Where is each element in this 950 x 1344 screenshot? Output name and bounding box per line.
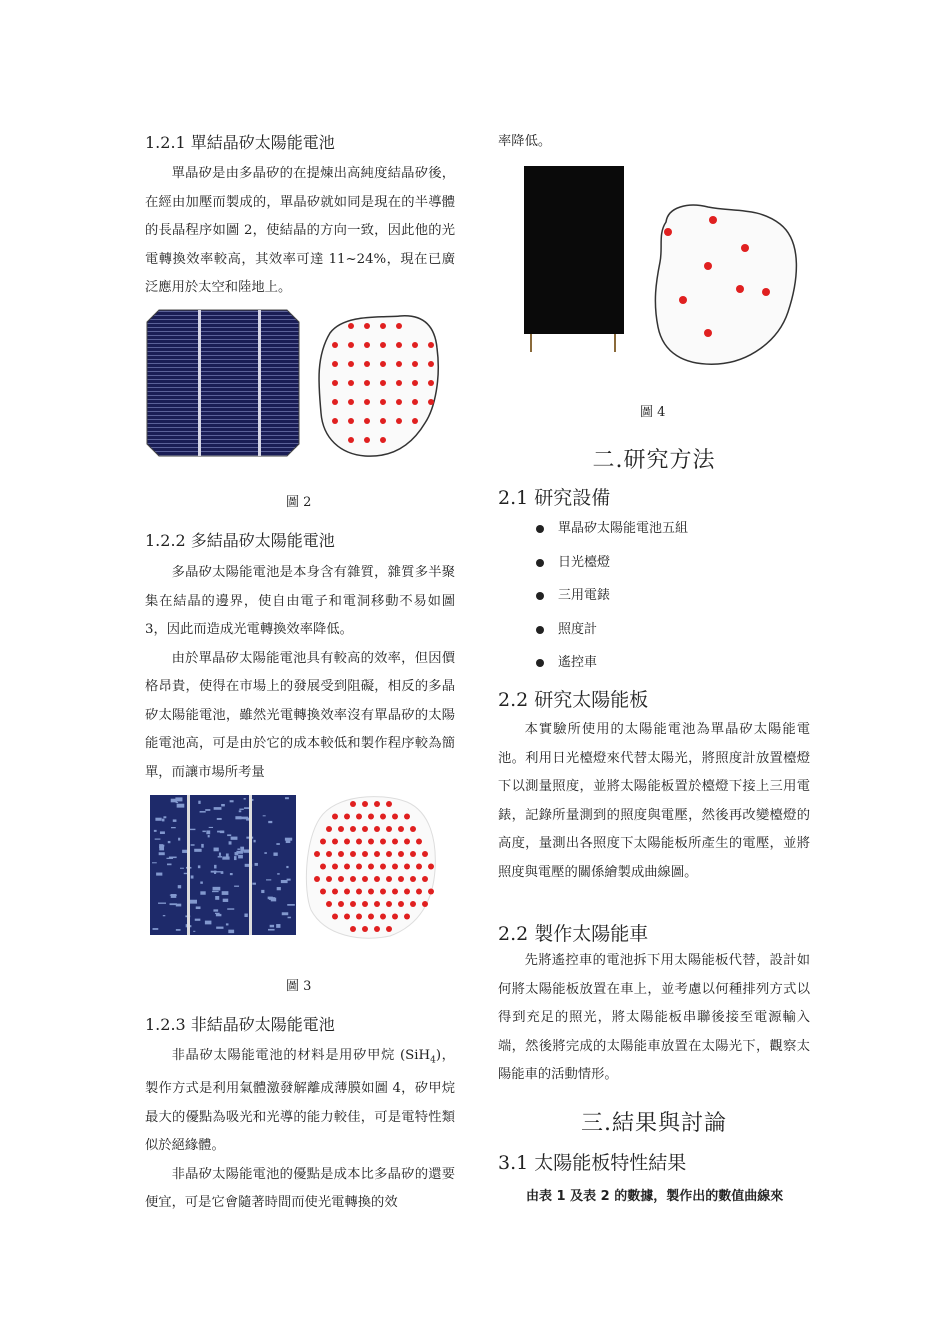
- crystal-mark: [222, 891, 229, 895]
- crystal-mark: [167, 864, 172, 866]
- dot-mark: [368, 839, 374, 845]
- dot-mark: [344, 864, 350, 870]
- dot-mark: [326, 901, 332, 907]
- crystal-mark: [177, 804, 185, 808]
- crystal-mark: [222, 856, 229, 859]
- crystal-mark: [198, 865, 200, 868]
- crystal-mark: [166, 858, 173, 859]
- section-1-2-2-title: 1.2.2 多結晶矽太陽能電池: [145, 531, 335, 550]
- dot-mark: [368, 914, 374, 920]
- bullet-icon: [536, 659, 544, 667]
- crystal-mark: [244, 914, 247, 917]
- dot-mark: [392, 839, 398, 845]
- figure-3-image: [145, 790, 455, 940]
- dot-mark: [410, 851, 416, 857]
- crystal-mark: [178, 885, 181, 888]
- section-3-title: 三.結果與討論: [581, 1111, 727, 1136]
- crystal-mark: [155, 839, 161, 840]
- crystal-mark: [281, 880, 288, 883]
- dot-mark: [412, 361, 418, 367]
- crystal-mark: [228, 930, 234, 933]
- crystal-mark: [287, 904, 295, 906]
- crystal-mark: [264, 852, 267, 854]
- list-item: 日光檯燈: [536, 552, 688, 586]
- dot-mark: [332, 361, 338, 367]
- dot-mark: [386, 901, 392, 907]
- crystal-mark: [198, 801, 200, 804]
- crystal-mark: [235, 816, 241, 819]
- crystal-mark: [156, 873, 162, 876]
- crystal-mark: [190, 900, 197, 904]
- crystal-mark: [153, 928, 159, 930]
- crystal-mark: [263, 815, 266, 816]
- dot-mark: [704, 329, 712, 337]
- dot-mark: [362, 851, 368, 857]
- crystal-mark: [200, 811, 206, 813]
- crystal-mark: [217, 831, 224, 833]
- dot-mark: [326, 826, 332, 832]
- dot-mark: [350, 901, 356, 907]
- dot-mark: [404, 864, 410, 870]
- crystal-mark: [227, 834, 231, 836]
- crystal-mark: [178, 838, 180, 841]
- list-item: 照度計: [536, 619, 688, 653]
- dot-mark: [374, 826, 380, 832]
- crystal-mark: [229, 841, 232, 844]
- figure-3: [145, 790, 455, 940]
- crystal-mark: [170, 903, 177, 905]
- dot-mark: [374, 876, 380, 882]
- crystal-mark: [288, 917, 291, 919]
- crystal-mark: [215, 896, 219, 900]
- dot-mark: [374, 926, 380, 932]
- dot-mark: [422, 901, 428, 907]
- section-3-1-text: 由表 1 及表 2 的數據，製作出的數值曲線來: [526, 1189, 784, 1204]
- dot-mark: [380, 839, 386, 845]
- crystal-mark: [239, 810, 242, 812]
- dot-mark: [380, 889, 386, 895]
- dot-mark: [704, 262, 712, 270]
- dot-mark: [364, 437, 370, 443]
- crystal-mark: [266, 879, 271, 880]
- crystal-mark: [202, 831, 205, 832]
- dot-mark: [396, 380, 402, 386]
- dot-mark: [332, 814, 338, 820]
- dot-mark: [348, 342, 354, 348]
- dot-mark: [320, 889, 326, 895]
- section-2-title: 二.研究方法: [592, 448, 716, 473]
- crystal-mark: [286, 866, 288, 868]
- crystal-mark: [223, 899, 228, 902]
- dot-mark: [364, 399, 370, 405]
- dot-mark: [664, 228, 672, 236]
- dot-mark: [380, 437, 386, 443]
- dot-mark: [374, 851, 380, 857]
- crystal-mark: [230, 873, 233, 875]
- crystal-mark: [171, 799, 177, 803]
- dot-mark: [344, 839, 350, 845]
- dot-mark: [350, 826, 356, 832]
- dot-mark: [412, 399, 418, 405]
- dot-mark: [350, 801, 356, 807]
- dot-mark: [348, 323, 354, 329]
- dot-mark: [348, 418, 354, 424]
- dot-mark: [356, 839, 362, 845]
- dot-mark: [396, 323, 402, 329]
- crystal-mark: [193, 931, 195, 932]
- dot-mark: [380, 399, 386, 405]
- crystal-mark: [200, 891, 205, 894]
- crystal-mark: [244, 798, 246, 800]
- dot-mark: [404, 914, 410, 920]
- dot-mark: [356, 814, 362, 820]
- crystal-mark: [158, 903, 166, 904]
- crystal-mark: [234, 856, 237, 860]
- crystal-mark: [196, 906, 201, 909]
- dot-mark: [412, 342, 418, 348]
- dot-mark: [416, 889, 422, 895]
- dot-mark: [380, 342, 386, 348]
- crystal-mark: [216, 871, 223, 872]
- bullet-icon: [536, 626, 544, 634]
- crystal-mark: [216, 927, 223, 929]
- dot-mark: [362, 826, 368, 832]
- crystal-mark: [215, 913, 220, 914]
- dot-mark: [392, 864, 398, 870]
- dot-mark: [374, 901, 380, 907]
- crystal-mark: [270, 925, 274, 928]
- figure-2-image: [145, 308, 455, 458]
- crystal-mark: [171, 827, 176, 828]
- crystal-mark: [273, 852, 277, 855]
- section-2-2-car-title: 2.2 製作太陽能車: [498, 923, 649, 945]
- list-item: 三用電錶: [536, 585, 688, 619]
- dot-mark: [314, 851, 320, 857]
- figure-4: [518, 162, 808, 367]
- crystal-mark: [191, 875, 194, 878]
- dot-mark: [736, 285, 744, 293]
- dot-mark: [348, 361, 354, 367]
- crystal-mark: [286, 841, 291, 843]
- crystal-mark: [277, 887, 281, 890]
- bullet-icon: [536, 559, 544, 567]
- dot-mark: [392, 814, 398, 820]
- bullet-icon: [536, 525, 544, 533]
- dot-mark: [344, 814, 350, 820]
- crystal-mark: [214, 871, 216, 874]
- dot-mark: [428, 361, 434, 367]
- figure-4-caption: 圖 4: [640, 405, 666, 420]
- dot-mark: [368, 864, 374, 870]
- dot-mark: [320, 864, 326, 870]
- crystal-mark: [213, 909, 218, 911]
- dot-mark: [332, 418, 338, 424]
- section-1-2-3-paragraphs: 非晶矽太陽能電池的材料是用矽甲烷 (SiH$_4$)，製作方式是利用氣體激發解離成薄膜如圖 4，矽甲烷最大的優點為吸光和光導的能力較佳，可是電特性類似於絕緣體。 非晶矽太陽能電池的優點是成本比多晶矽的還要便宜，可是它會隨著時間而使光電轉換的效: [145, 1048, 455, 1211]
- dot-mark: [380, 361, 386, 367]
- bullet-icon: [536, 592, 544, 600]
- crystal-mark: [176, 929, 181, 931]
- dot-mark: [428, 889, 434, 895]
- dot-mark: [404, 839, 410, 845]
- crystal-mark: [268, 821, 272, 823]
- crystal-mark: [282, 912, 288, 915]
- dot-mark: [398, 876, 404, 882]
- dot-mark: [356, 889, 362, 895]
- dot-mark: [428, 399, 434, 405]
- crystal-mark: [159, 852, 165, 855]
- crystal-mark: [276, 924, 280, 928]
- crystal-mark: [285, 838, 292, 841]
- crystal-mark: [238, 855, 243, 859]
- crystal-mark: [168, 841, 171, 843]
- crystal-mark: [152, 862, 157, 863]
- dot-mark: [368, 889, 374, 895]
- list-item: 遙控車: [536, 652, 688, 686]
- section-1-2-1-title: 1.2.1 單結晶矽太陽能電池: [145, 133, 335, 152]
- crystal-mark: [180, 868, 184, 869]
- dot-mark: [404, 889, 410, 895]
- continued-text: 率降低。: [498, 134, 552, 149]
- dot-mark: [428, 864, 434, 870]
- dot-mark: [380, 914, 386, 920]
- crystal-mark: [244, 807, 249, 809]
- dot-mark: [348, 437, 354, 443]
- dot-mark: [332, 839, 338, 845]
- crystal-mark: [154, 830, 157, 832]
- dot-mark: [332, 864, 338, 870]
- crystal-mark: [160, 831, 165, 834]
- crystal-mark: [217, 818, 222, 820]
- crystal-mark: [195, 919, 201, 921]
- dot-mark: [364, 361, 370, 367]
- equipment-list: [536, 518, 688, 686]
- dot-mark: [326, 876, 332, 882]
- dot-mark: [332, 342, 338, 348]
- figure-2-caption: 圖 2: [286, 495, 312, 510]
- crystal-mark: [231, 837, 238, 840]
- section-2-2-research-paragraph: 本實驗所使用的太陽能電池為單晶矽太陽能電池。利用日光檯燈來代替太陽光，將照度計放置檯燈下以測量照度，並將太陽能板置於檯燈下接上三用電錶，記錄所量測到的照度與電壓，然後再改變檯燈的高度，量測出各照度下太陽能板所產生的電壓，並將照度與電壓的關係繪製成曲線圖。: [498, 722, 810, 880]
- dot-mark: [362, 901, 368, 907]
- dot-mark: [338, 851, 344, 857]
- dot-mark: [428, 380, 434, 386]
- crystal-mark: [200, 881, 203, 883]
- dot-mark: [356, 914, 362, 920]
- dot-mark: [396, 418, 402, 424]
- crystal-mark: [239, 809, 243, 810]
- crystal-mark: [213, 887, 221, 891]
- crystal-mark: [276, 843, 279, 845]
- dot-mark: [386, 876, 392, 882]
- dot-mark: [428, 342, 434, 348]
- crystal-mark: [287, 879, 291, 881]
- dot-mark: [416, 864, 422, 870]
- figure-3-caption: 圖 3: [286, 979, 312, 994]
- dot-mark: [398, 851, 404, 857]
- dot-mark: [364, 323, 370, 329]
- crystal-mark: [216, 914, 222, 916]
- crystal-mark: [214, 848, 219, 852]
- crystal-mark: [206, 830, 210, 834]
- dot-mark: [396, 342, 402, 348]
- crystal-mark: [162, 819, 165, 822]
- crystal-mark: [226, 923, 229, 925]
- dot-mark: [380, 323, 386, 329]
- dot-mark: [332, 380, 338, 386]
- dot-mark: [344, 914, 350, 920]
- crystal-mark: [214, 807, 222, 810]
- crystal-mark: [159, 844, 163, 848]
- crystal-mark: [237, 848, 240, 849]
- crystal-mark: [234, 886, 239, 887]
- crystal-mark: [218, 856, 222, 857]
- dot-mark: [350, 926, 356, 932]
- dot-mark: [350, 851, 356, 857]
- crystal-mark: [191, 844, 195, 845]
- crystal-mark: [214, 865, 216, 869]
- crystal-mark: [209, 827, 213, 828]
- dot-mark: [398, 826, 404, 832]
- dot-mark: [392, 889, 398, 895]
- list-item: 單晶矽太陽能電池五組: [536, 518, 688, 552]
- dot-mark: [380, 864, 386, 870]
- dot-mark: [380, 814, 386, 820]
- section-2-2-car-paragraph: 先將遙控車的電池拆下用太陽能板代替，設計如何將太陽能板放置在車上，並考慮以何種排列方式以得到充足的照光，將太陽能板串聯後接至電源輸入端，然後將完成的太陽能車放置在太陽光下，觀察太陽能車的活動情形。: [498, 953, 810, 1082]
- crystal-mark: [230, 800, 234, 802]
- dot-mark: [338, 876, 344, 882]
- crystal-mark: [208, 835, 210, 837]
- dot-mark: [338, 901, 344, 907]
- dot-mark: [422, 876, 428, 882]
- dot-mark: [380, 418, 386, 424]
- section-1-2-2-paragraphs: 多晶矽太陽能電池是本身含有雜質，雜質多半聚集在結晶的邊界，使自由電子和電洞移動不易如圖 3，因此而造成光電轉換效率降低。 由於單晶矽太陽能電池具有較高的效率，但因價格昂貴，使得在市場上的發展受到阻礙，相反的多晶矽太陽能電池，雖然光電轉換效率沒有單晶矽的太陽能電池高，可是由於它的成本較低和製作程序較為簡單，而讓市場所考量: [145, 565, 455, 780]
- dot-mark: [762, 288, 770, 296]
- crystal-mark: [221, 804, 225, 806]
- dot-mark: [332, 399, 338, 405]
- figure-2: [145, 308, 455, 458]
- dot-mark: [374, 801, 380, 807]
- dot-mark: [412, 380, 418, 386]
- crystal-mark: [241, 850, 248, 851]
- dot-mark: [410, 826, 416, 832]
- dot-mark: [362, 876, 368, 882]
- crystal-mark: [176, 904, 181, 907]
- dot-mark: [386, 926, 392, 932]
- crystal-mark: [205, 809, 210, 811]
- dot-mark: [386, 851, 392, 857]
- section-3-1-title: 3.1 太陽能板特性結果: [498, 1152, 687, 1174]
- crystal-mark: [212, 891, 219, 892]
- crystal-mark: [163, 816, 166, 818]
- dot-mark: [410, 901, 416, 907]
- crystal-mark: [171, 894, 177, 898]
- crystal-mark: [240, 847, 244, 851]
- crystal-mark: [252, 883, 256, 885]
- crystal-mark: [219, 853, 221, 856]
- dot-mark: [741, 244, 749, 252]
- dot-mark: [679, 296, 687, 304]
- dot-mark: [332, 914, 338, 920]
- section-1-2-3-title: 1.2.3 非結晶矽太陽能電池: [145, 1015, 335, 1034]
- dot-mark: [348, 380, 354, 386]
- dot-mark: [362, 926, 368, 932]
- dot-mark: [412, 418, 418, 424]
- dot-mark: [386, 801, 392, 807]
- dot-mark: [416, 839, 422, 845]
- section-2-2-research-title: 2.2 研究太陽能板: [498, 689, 649, 711]
- dot-mark: [348, 399, 354, 405]
- dot-mark: [314, 876, 320, 882]
- crystal-mark: [227, 908, 234, 909]
- crystal-mark: [241, 817, 248, 820]
- section-1-2-1-paragraph: 單晶矽是由多晶矽的在提煉出高純度結晶矽後，在經由加壓而製成的，單晶矽就如同是現在的半導體的長晶程序如圖 2，使結晶的方向一致，因此他的光電轉換效率較高，其效率可達 11~24%，現在已廣泛應用於太空和陸地上。: [145, 166, 455, 295]
- crystal-mark: [261, 890, 264, 893]
- dot-mark: [356, 864, 362, 870]
- dot-mark: [368, 814, 374, 820]
- dot-mark: [364, 418, 370, 424]
- dot-mark: [404, 814, 410, 820]
- crystal-mark: [194, 849, 201, 852]
- dot-mark: [320, 839, 326, 845]
- dot-mark: [709, 216, 717, 224]
- dot-mark: [350, 876, 356, 882]
- crystal-mark: [268, 929, 275, 931]
- dot-mark: [326, 851, 332, 857]
- dot-mark: [332, 889, 338, 895]
- crystal-mark: [277, 873, 280, 874]
- dot-mark: [338, 826, 344, 832]
- crystal-mark: [269, 897, 275, 900]
- dot-mark: [396, 399, 402, 405]
- crystal-mark: [255, 863, 258, 866]
- dot-mark: [364, 342, 370, 348]
- crystal-mark: [173, 819, 177, 821]
- crystal-mark: [253, 840, 255, 842]
- dot-mark: [396, 361, 402, 367]
- crystal-mark: [205, 921, 212, 925]
- crystal-mark: [155, 818, 161, 821]
- dot-mark: [344, 889, 350, 895]
- dot-mark: [380, 380, 386, 386]
- dot-mark: [392, 914, 398, 920]
- crystal-mark: [163, 915, 165, 916]
- dot-mark: [422, 851, 428, 857]
- dot-mark: [410, 876, 416, 882]
- crystal-mark: [201, 844, 203, 848]
- crystal-mark: [285, 797, 289, 799]
- figure-4-image: [518, 162, 808, 367]
- dot-mark: [364, 380, 370, 386]
- dot-mark: [386, 826, 392, 832]
- section-2-1-title: 2.1 研究設備: [498, 487, 611, 509]
- dot-mark: [362, 801, 368, 807]
- dot-mark: [398, 901, 404, 907]
